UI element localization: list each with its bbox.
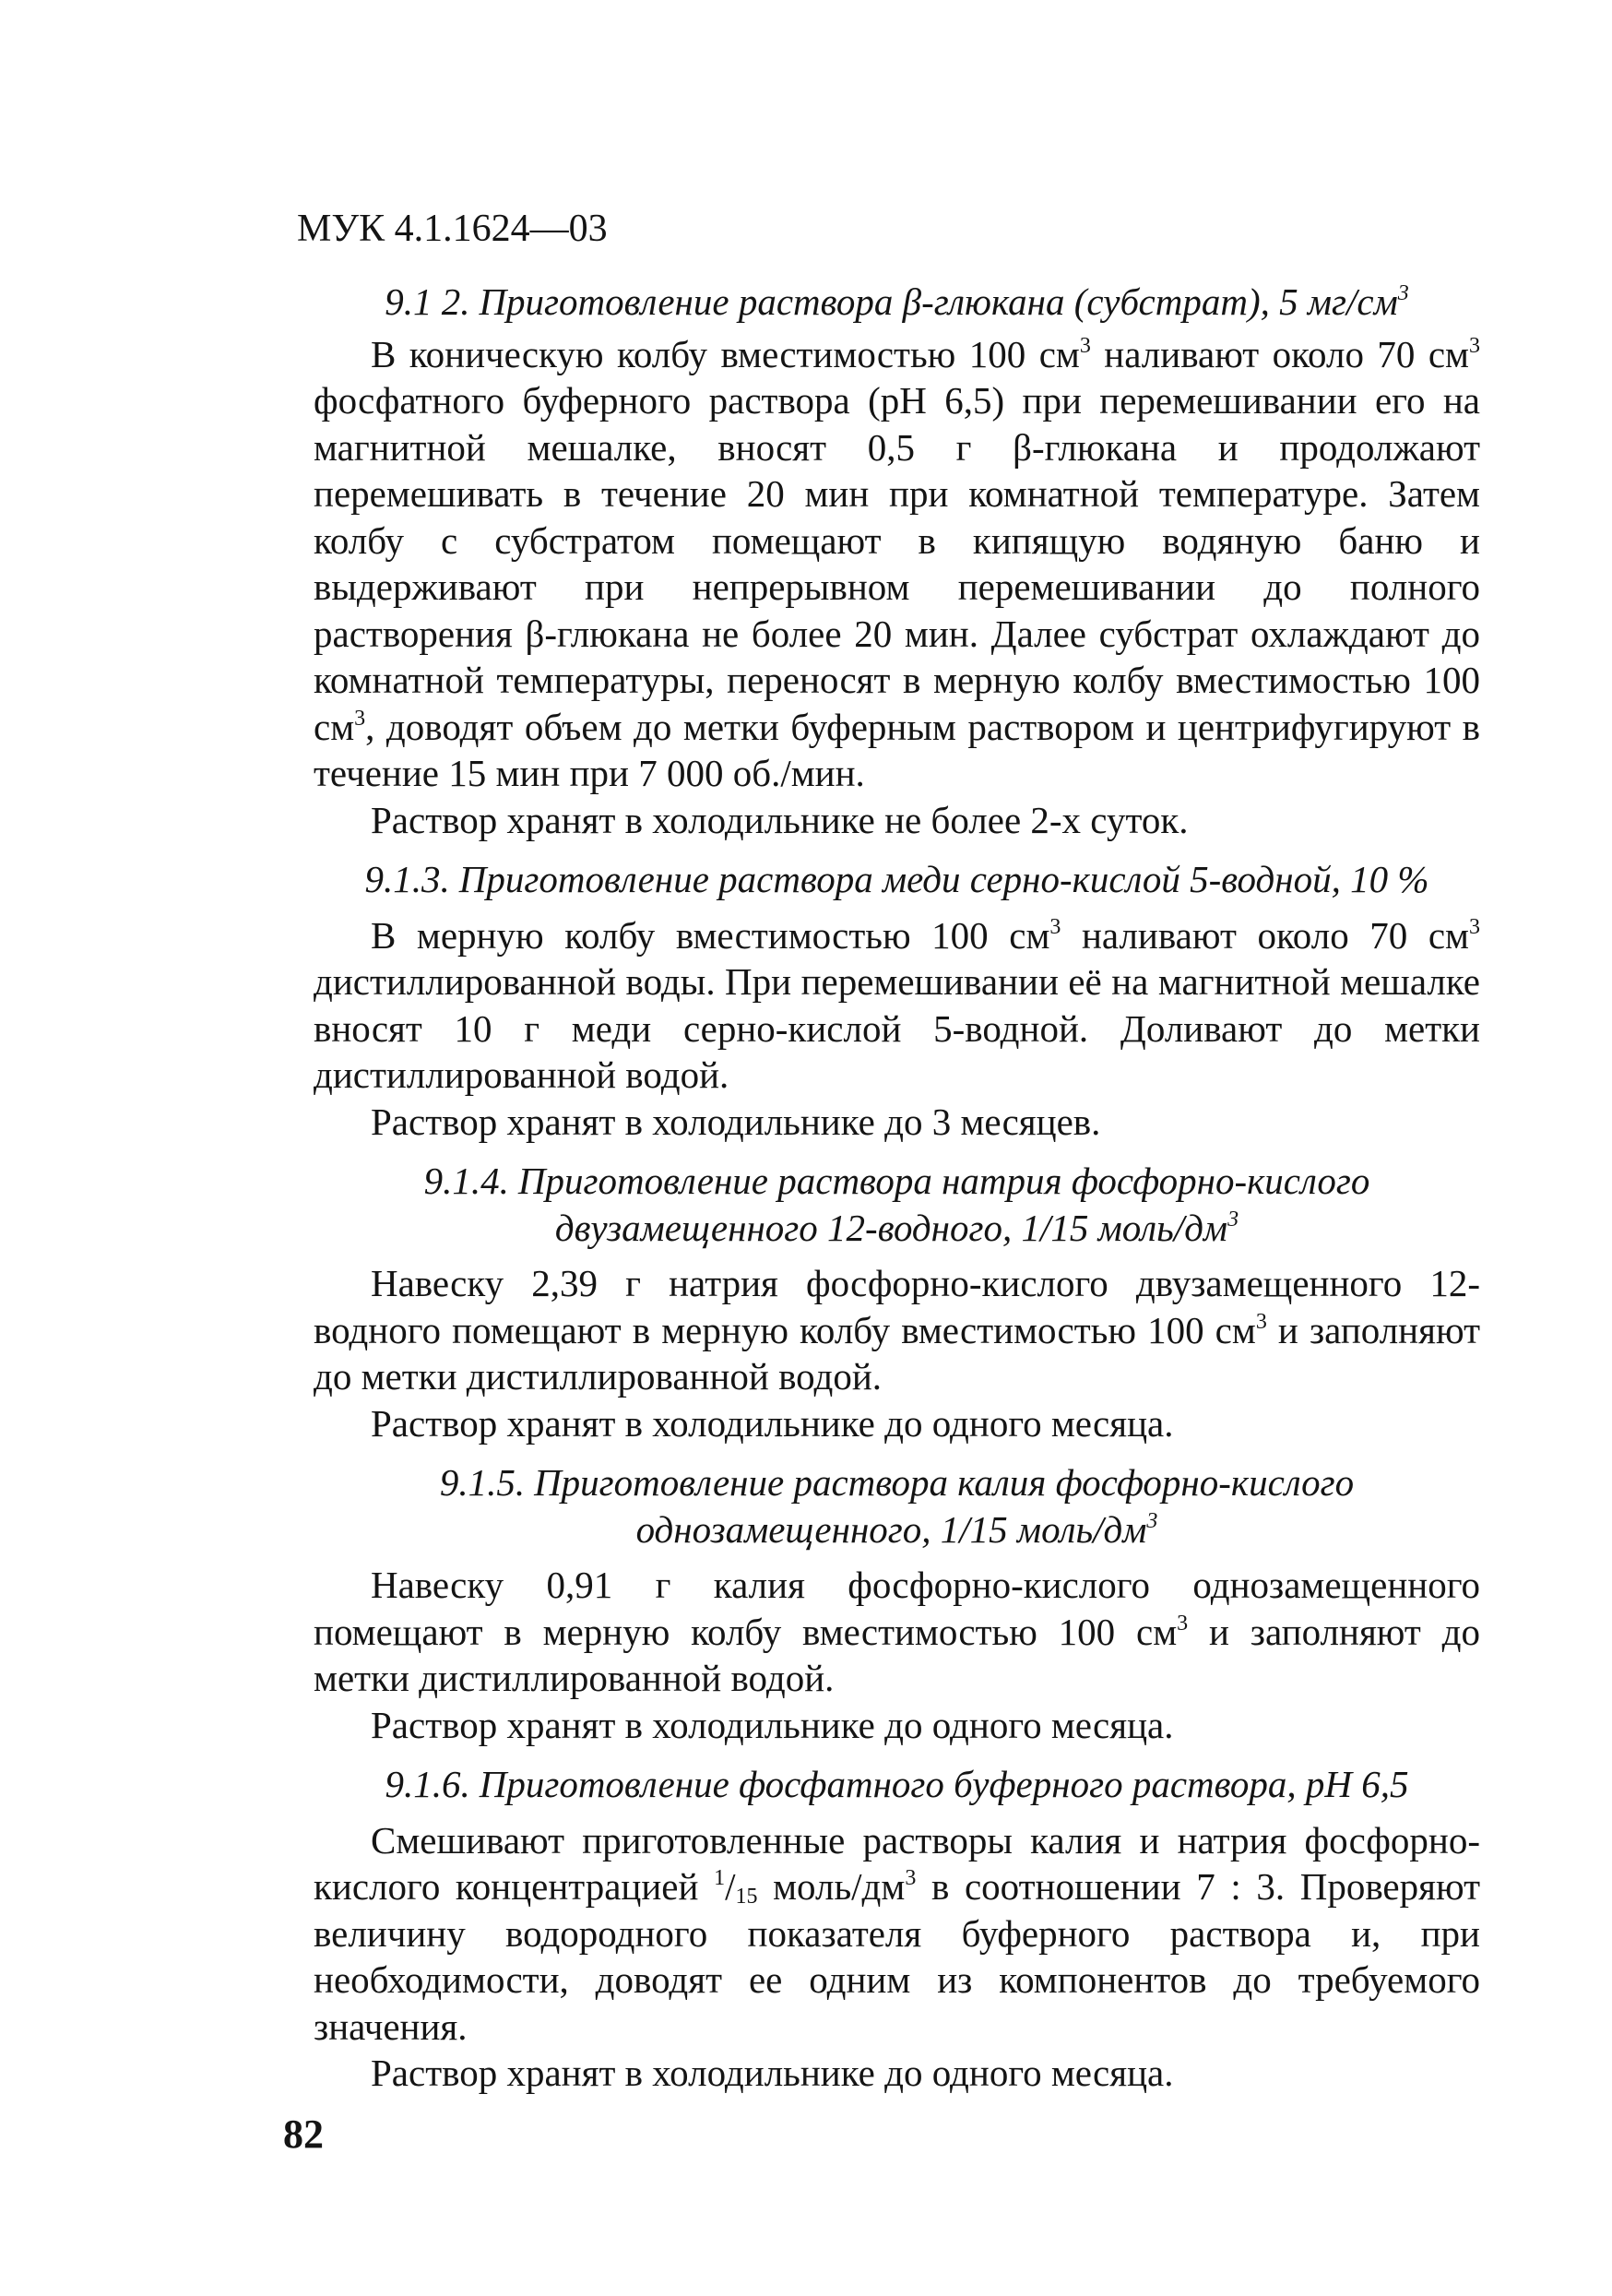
paragraph-text: моль/дм <box>757 1865 906 1908</box>
section-number: 9.1.4. <box>423 1160 509 1202</box>
section-heading <box>314 1761 1480 1808</box>
superscript: 3 <box>1079 333 1091 358</box>
superscript: 3 <box>1397 281 1409 305</box>
section-heading-line <box>314 1158 1480 1205</box>
paragraph-text: наливают около 70 см <box>1090 332 1469 375</box>
section-heading <box>314 1158 1480 1251</box>
paragraph-text: наливают около 70 см <box>1061 913 1469 957</box>
section-heading-line <box>314 1506 1480 1553</box>
section-heading-line <box>314 1459 1480 1506</box>
section-paragraph <box>314 912 1480 1099</box>
paragraph-text: и заполняют до метки дистиллированной водой. <box>314 1610 1481 1699</box>
section-title: однозамещенного, 1/15 моль/дм <box>635 1507 1147 1551</box>
section-number: 9.1.6. <box>385 1763 470 1805</box>
storage-note: Раствор хранят в холодильнике до 3 месяцев. <box>371 1100 1101 1143</box>
superscript: 3 <box>1146 1508 1158 1533</box>
document-body <box>314 279 1480 2110</box>
section-title: Приготовление раствора натрия фосфорно-кислого <box>517 1160 1370 1202</box>
section-number: 9.1 2. <box>385 280 470 323</box>
fraction-denominator: 15 <box>735 1885 758 1909</box>
paragraph-text: фосфатного буферного раствора (pH 6,5) при перемешивании его на магнитной мешалке, вносят 0,5 г β-глюкана и продолжают перемешивать в течение 20 мин при комнатной температуре. Затем колбу с субстратом помещают в кипящую водяную баню и выдерживают при непрерывном перемешивании до полного растворения β-глюкана не более 20 мин. Далее субстрат охлаждают до комнатной температуры, переносят в мерную колбу вместимостью 100 см <box>314 379 1480 748</box>
paragraph-text: Навеску 0,91 г калия фосфорно-кислого однозамещенного помещают в мерную колбу вместимостью 100 см <box>314 1564 1480 1653</box>
fraction-slash: / <box>725 1865 736 1908</box>
paragraph-text: Навеску 2,39 г натрия фосфорно-кислого двузамещенного 12-водного помещают в мерную колбу вместимостью 100 см <box>314 1262 1480 1351</box>
paragraph-text: и заполняют до метки дистиллированной водой. <box>314 1308 1480 1398</box>
superscript: 3 <box>905 1866 917 1890</box>
superscript: 3 <box>1255 1309 1267 1334</box>
superscript: 3 <box>1469 914 1480 939</box>
section-paragraph <box>314 331 1480 797</box>
section-9-1-6 <box>314 1761 1480 2097</box>
section-9-1-4 <box>314 1158 1480 1446</box>
section-title: двузамещенного 12-водного, 1/15 моль/дм <box>554 1206 1228 1249</box>
section-heading-line <box>314 1205 1480 1252</box>
section-number: 9.1.3. <box>364 858 450 900</box>
section-title: Приготовление раствора меди серно-кислой 5-водной, 10 % <box>458 858 1429 900</box>
section-paragraph <box>314 1260 1480 1400</box>
section-title: Приготовление фосфатного буферного раствора, pH 6,5 <box>479 1763 1409 1805</box>
section-title: Приготовление раствора калия фосфорно-кислого <box>534 1461 1355 1504</box>
document-code-header: МУК 4.1.1624—03 <box>297 208 608 250</box>
section-paragraph <box>314 1562 1480 1702</box>
paragraph-text: , доводят объем до метки буферным раствором и центрифугируют в течение 15 мин при 7 000 об./мин. <box>314 705 1480 794</box>
paragraph-text: дистиллированной воды. При перемешивании её на магнитной мешалке вносят 10 г меди серно-кислой 5-водной. Доливают до метки дистиллированной водой. <box>314 960 1480 1096</box>
section-title: Приготовление раствора β-глюкана (субстрат), 5 мг/см <box>479 280 1398 323</box>
fraction-numerator: 1 <box>714 1866 726 1890</box>
storage-note: Раствор хранят в холодильнике до одного месяца. <box>371 2052 1174 2094</box>
superscript: 3 <box>1227 1207 1239 1231</box>
paragraph-text: в соотношении 7 : 3. Проверяют величину водородного показателя буферного раствора и, при необходимости, доводят ее одним из компонентов до требуемого значения. <box>314 1865 1480 2048</box>
superscript: 3 <box>1049 914 1061 939</box>
section-9-1-5 <box>314 1459 1480 1748</box>
section-paragraph <box>314 1817 1480 2051</box>
page-number: 82 <box>283 2112 324 2157</box>
superscript: 3 <box>1177 1611 1189 1636</box>
section-9-1-3 <box>314 856 1480 1145</box>
section-number: 9.1.5. <box>439 1461 526 1504</box>
section-heading <box>314 1459 1480 1552</box>
section-9-1-2 <box>314 279 1480 843</box>
paragraph-text: Смешивают приготовленные растворы калия и натрия фосфорно-кислого концентрацией <box>314 1818 1480 1908</box>
section-heading <box>314 856 1480 903</box>
superscript: 3 <box>1469 333 1480 358</box>
storage-note: Раствор хранят в холодильнике не более 2-х суток. <box>371 798 1189 841</box>
storage-note: Раствор хранят в холодильнике до одного месяца. <box>371 1703 1174 1746</box>
superscript: 3 <box>354 706 366 731</box>
storage-note: Раствор хранят в холодильнике до одного месяца. <box>371 1401 1174 1445</box>
paragraph-text: В коническую колбу вместимостью 100 см <box>371 332 1080 375</box>
paragraph-text: В мерную колбу вместимостью 100 см <box>371 913 1050 957</box>
section-heading <box>314 279 1480 326</box>
